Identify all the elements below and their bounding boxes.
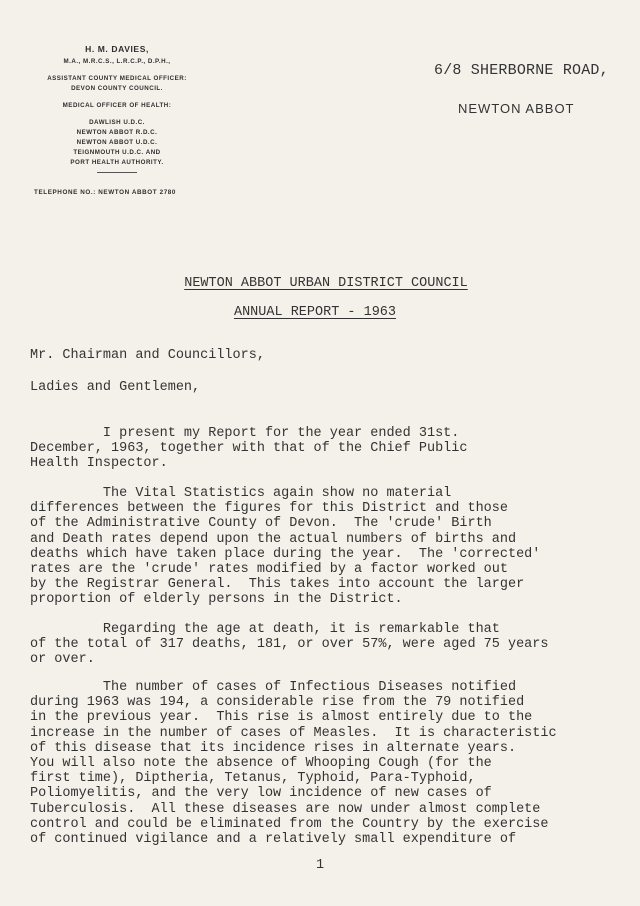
text-line: I present my Report for the year ended 31st. xyxy=(30,426,460,441)
salutation-line-1: Mr. Chairman and Councillors, xyxy=(30,348,265,363)
text-line: of this disease that its incidence rises in alternate years. xyxy=(30,740,517,756)
authority-line: TEIGNMOUTH U.D.C. AND xyxy=(73,149,161,156)
address-town: NEWTON ABBOT xyxy=(458,101,575,116)
authority-line: PORT HEALTH AUTHORITY. xyxy=(70,159,164,166)
text-line: differences between the figures for this District and those xyxy=(30,501,508,517)
letterhead xyxy=(22,44,212,173)
text-line: Regarding the age at death, it is remarkable that xyxy=(30,622,500,637)
text-line: You will also note the absence of Whooping Cough (for the xyxy=(30,755,492,771)
text-line: control and could be eliminated from the Country by the exercise xyxy=(30,816,549,832)
paragraph-3 xyxy=(30,622,630,668)
council-heading: NEWTON ABBOT URBAN DISTRICT COUNCIL xyxy=(184,276,468,291)
text-line: Tuberculosis. All these diseases are now under almost complete xyxy=(30,801,541,817)
text-line: rates are the 'crude' rates modified by a factor worked out xyxy=(30,561,508,577)
paragraph-2 xyxy=(30,486,630,608)
text-line: of the total of 317 deaths, 181, or over 57%, were aged 75 years xyxy=(30,637,549,653)
page-number: 1 xyxy=(315,858,325,873)
text-line: increase in the number of cases of Measles. It is characteristic xyxy=(30,725,557,741)
officer-role-1: ASSISTANT COUNTY MEDICAL OFFICER: xyxy=(47,75,187,82)
telephone-number: TELEPHONE NO.: NEWTON ABBOT 2780 xyxy=(34,189,177,196)
officer-name: H. M. DAVIES, xyxy=(85,44,149,54)
text-line: by the Registrar General. This takes into account the larger xyxy=(30,577,525,593)
salutation-line-2: Ladies and Gentlemen, xyxy=(30,380,201,395)
text-line: proportion of elderly persons in the District. xyxy=(30,592,403,608)
text-line: in the previous year. This rise is almost entirely due to the xyxy=(30,710,533,726)
text-line: or over. xyxy=(30,652,95,668)
text-line: first time), Diptheria, Tetanus, Typhoid, Para-Typhoid, xyxy=(30,771,476,787)
report-heading: ANNUAL REPORT - 1963 xyxy=(233,305,397,320)
text-line: deaths which have taken place during the year. The 'corrected' xyxy=(30,546,541,562)
officer-qualifications: M.A., M.R.C.S., L.R.C.P., D.P.H., xyxy=(63,58,171,65)
text-line: December, 1963, together with that of the Chief Public xyxy=(30,441,468,457)
text-line: of continued vigilance and a relatively small expenditure of xyxy=(30,831,517,847)
letterhead-rule xyxy=(97,172,137,173)
authority-line: NEWTON ABBOT U.D.C. xyxy=(76,139,158,146)
paragraph-1 xyxy=(30,426,630,472)
text-line: The Vital Statistics again show no material xyxy=(30,486,452,501)
authority-line: NEWTON ABBOT R.D.C. xyxy=(76,129,158,136)
paragraph-4 xyxy=(30,680,630,847)
text-line: The number of cases of Infectious Diseases notified xyxy=(30,680,517,695)
authority-line: DAWLISH U.D.C. xyxy=(89,119,145,126)
officer-role-2: MEDICAL OFFICER OF HEALTH: xyxy=(62,102,172,109)
officer-role-1-org: DEVON COUNTY COUNCIL. xyxy=(71,85,163,92)
text-line: of the Administrative County of Devon. The 'crude' Birth xyxy=(30,516,492,532)
text-line: and Death rates depend upon the actual numbers of births and xyxy=(30,531,517,547)
text-line: Health Inspector. xyxy=(30,456,168,472)
text-line: during 1963 was 194, a considerable rise from the 79 notified xyxy=(30,695,525,711)
text-line: Poliomyelitis, and the very low incidence of new cases of xyxy=(30,786,492,802)
address-street: 6/8 SHERBORNE ROAD, xyxy=(434,62,609,79)
